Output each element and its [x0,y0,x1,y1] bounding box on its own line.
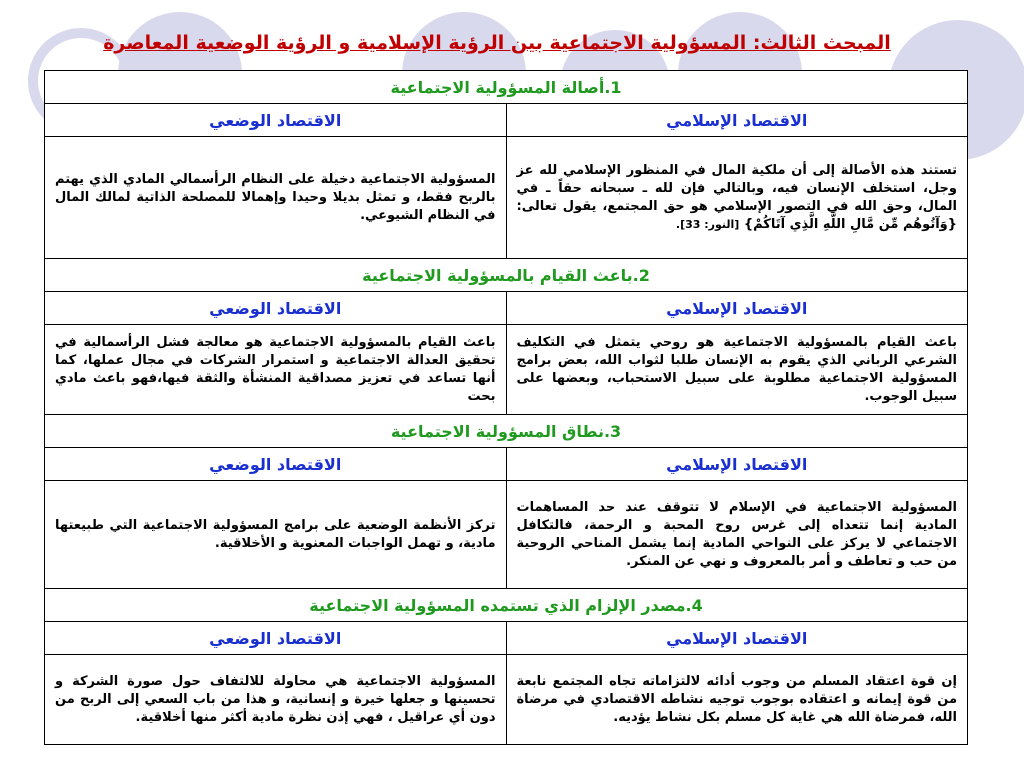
positive-text: تركز الأنظمة الوضعية على برامج المسؤولية الاجتماعية التي طبيعتها مادية، و تهمل الواجبات المعنوية و الأخلاقية. [45,481,507,589]
positive-text: باعث القيام بالمسؤولية الاجتماعية هو معالجة فشل الرأسمالية في تحقيق العدالة الاجتماعية و استمرار الشركات في مجال عملها، كما أنها تساعد في تعزيز مصداقية المنشأة والثقة فيها،فهو باعث مادي بحت [45,325,507,415]
islamic-text: المسؤولية الاجتماعية في الإسلام لا تتوقف عند حد المساهمات المادية إنما تتعداه إلى غرس روح المحبة و الرحمة، فالتكافل الاجتماعي لا يركز على النواحي المادية إنما يشمل المناحي الروحية من حب و تعاطف و أمر بالمعروف و نهي عن المنكر. [506,481,968,589]
islamic-text: باعث القيام بالمسؤولية الاجتماعية هو روحي يتمثل في التكليف الشرعي الرباني الذي يقوم به الإنسان طلبا لثواب الله، بعض برامج المسؤولية الاجتماعية مطلوبة على سبيل الاستحباب، وبعضها على سبيل الوجوب. [506,325,968,415]
section-heading: 3.نطاق المسؤولية الاجتماعية [45,415,968,448]
content-row [45,325,968,415]
comparison-table [44,70,968,745]
column-header-row [45,622,968,655]
section-row [45,415,968,448]
section-heading: 4.مصدر الإلزام الذي تستمده المسؤولية الاجتماعية [45,589,968,622]
positive-economy-header: الاقتصاد الوضعي [45,448,507,481]
quran-reference: [النور: 33]. [675,217,740,231]
positive-economy-header: الاقتصاد الوضعي [45,292,507,325]
positive-text: المسؤولية الاجتماعية هي محاولة للالتفاف حول صورة الشركة و تحسينها و جعلها خيرة و إنسانية، و هذا من باب السعي إلى الربح من دون أي عراقيل ، فهي إذن نظرة مادية أكثر منها أخلاقية. [45,655,507,745]
positive-economy-header: الاقتصاد الوضعي [45,622,507,655]
islamic-text-body: تستند هذه الأصالة إلى أن ملكية المال في المنظور الإسلامي لله عز وجل، استخلف الإنسان فيه، وبالتالي فإن لله ـ سبحانه حقاً ـ في المال، وحق الله في التصور الإسلامي هو حق المجتمع، يقول تعالى: {وَآتُوهُم مِّن مَّالِ اللَّهِ الَّذِي آتَاكُمْ} [516,162,957,232]
positive-text: المسؤولية الاجتماعية دخيلة على النظام الرأسمالي المادي الذي يهتم بالربح فقط، و تمثل بديلا وحيدا وإهمالا للمصلحة الذاتية لمالك المال في النظام الشيوعي. [45,137,507,259]
section-row [45,589,968,622]
islamic-text [506,137,968,259]
section-heading: 1.أصالة المسؤولية الاجتماعية [45,71,968,104]
islamic-text: إن قوة اعتقاد المسلم من وجوب أدائه لالتزاماته تجاه المجتمع نابعة من قوة إيمانه و اعتقاده بوجوب توجيه نشاطه الاقتصادي في مرضاة الله، فمرضاة الله هي غاية كل مسلم بكل نشاط يؤديه. [506,655,968,745]
column-header-row [45,292,968,325]
section-row [45,71,968,104]
section-row [45,259,968,292]
islamic-economy-header: الاقتصاد الإسلامي [506,448,968,481]
islamic-economy-header: الاقتصاد الإسلامي [506,292,968,325]
section-heading: 2.باعث القيام بالمسؤولية الاجتماعية [45,259,968,292]
content-row [45,481,968,589]
content-row [45,655,968,745]
column-header-row [45,448,968,481]
column-header-row [45,104,968,137]
content-row [45,137,968,259]
islamic-economy-header: الاقتصاد الإسلامي [506,622,968,655]
islamic-economy-header: الاقتصاد الإسلامي [506,104,968,137]
slide-title: المبحث الثالث: المسؤولية الاجتماعية بين الرؤية الإسلامية و الرؤية الوضعية المعاصرة [103,32,891,54]
positive-economy-header: الاقتصاد الوضعي [45,104,507,137]
